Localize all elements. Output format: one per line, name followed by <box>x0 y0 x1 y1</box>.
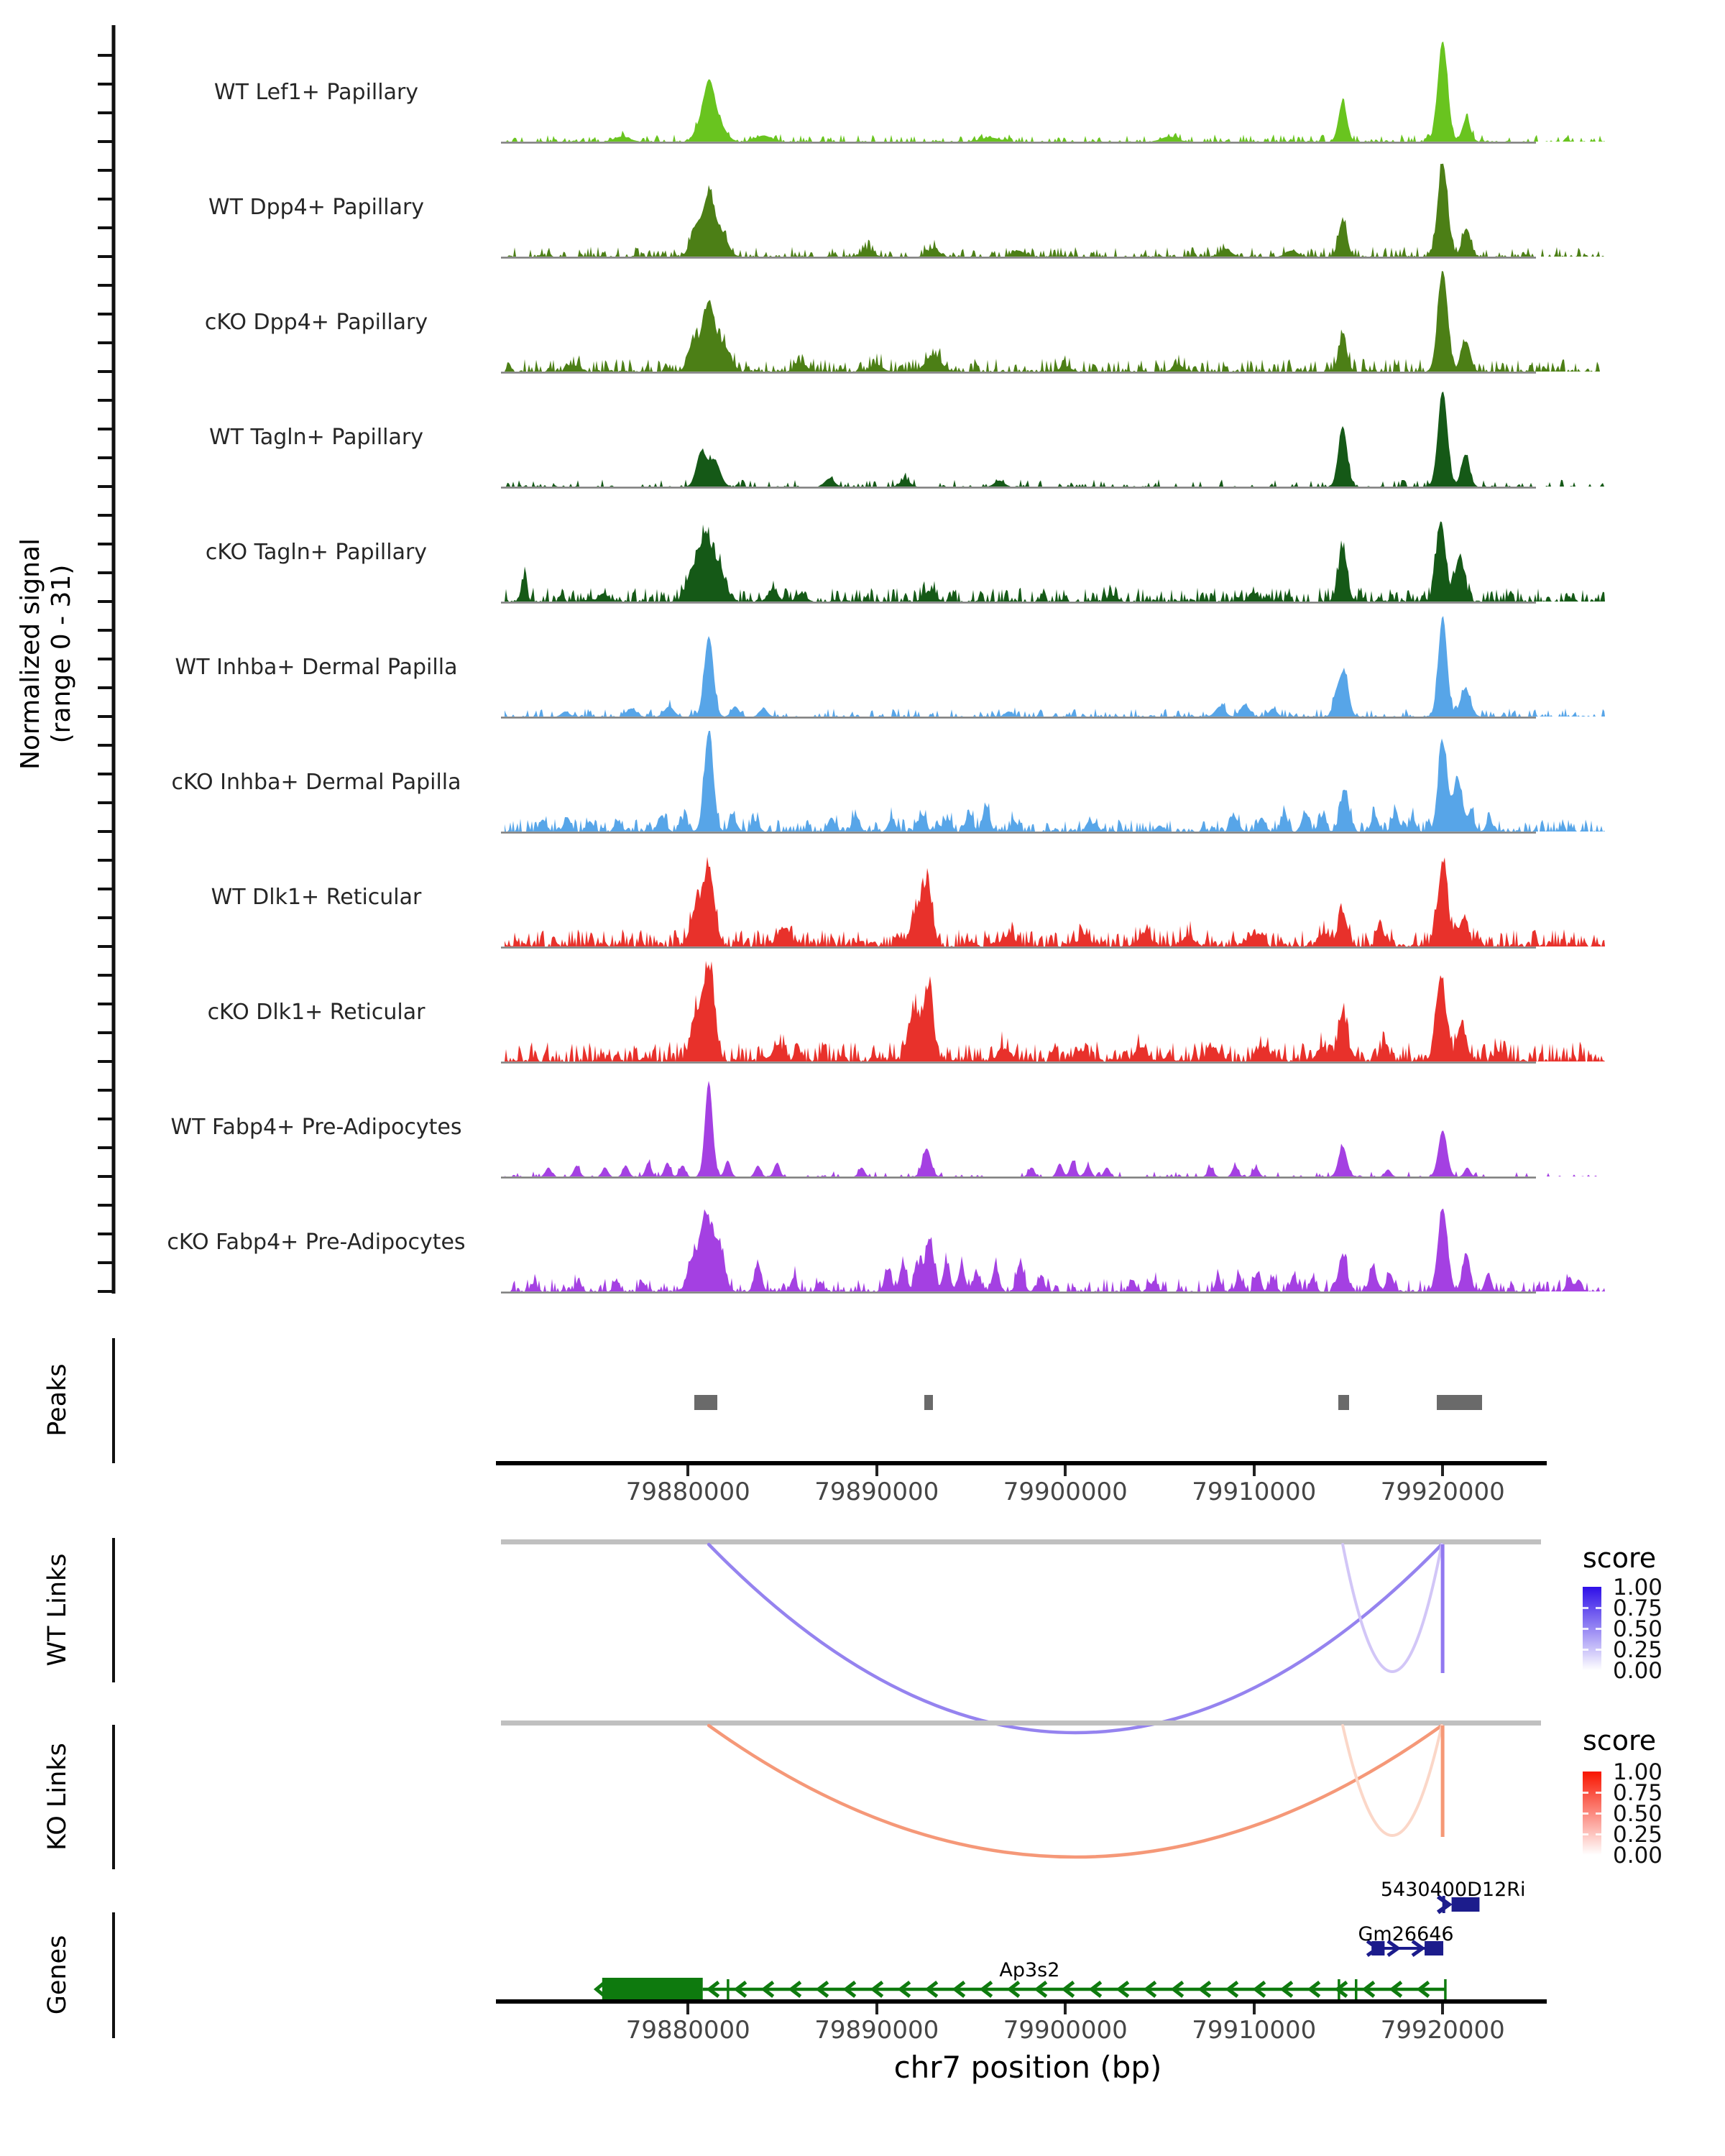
legend-tick-label: 0.75 <box>1613 1780 1663 1806</box>
signal-area <box>505 961 1605 1061</box>
legend-tick-label: 0.50 <box>1613 1616 1663 1642</box>
signal-area <box>505 1209 1605 1291</box>
track-label: cKO Dpp4+ Papillary <box>204 310 428 335</box>
track-label: WT Fabp4+ Pre-Adipocytes <box>170 1115 462 1140</box>
gene-label: 5430400D12Ri <box>1380 1879 1526 1901</box>
track-label: WT Inhba+ Dermal Papilla <box>175 655 458 680</box>
axis-tick <box>686 1465 689 1476</box>
axis-tick-label: 79890000 <box>814 1478 939 1506</box>
peak-interval-box <box>1338 1395 1349 1410</box>
signal-area <box>505 857 1605 946</box>
x-axis-title: chr7 position (bp) <box>893 2050 1162 2085</box>
axis-tick <box>1441 2004 1444 2014</box>
track-signal-svg <box>496 267 1617 377</box>
peak-interval-box <box>924 1395 933 1410</box>
legend-gradient-tick <box>1583 1649 1588 1651</box>
track-signal-svg <box>496 1072 1617 1182</box>
legend-gradient-tick <box>1596 1649 1601 1651</box>
axis-tick <box>1441 1465 1444 1476</box>
genome-axis-line <box>496 1999 1547 2004</box>
track-signal-svg <box>496 37 1617 147</box>
track-label: cKO Tagln+ Papillary <box>205 540 428 565</box>
legend-gradient-tick <box>1596 1812 1601 1815</box>
track-signal-svg <box>496 727 1617 837</box>
axis-tick-label: 79910000 <box>1192 1478 1317 1506</box>
axis-tick <box>1064 2004 1067 2014</box>
signal-area <box>505 616 1605 717</box>
legend-tick-label: 0.75 <box>1613 1595 1663 1621</box>
link-arc <box>1343 1726 1442 1835</box>
gene-label: Gm26646 <box>1358 1923 1454 1945</box>
link-arc <box>709 1726 1442 1857</box>
axis-tick-label: 79880000 <box>625 2016 750 2045</box>
link-arc <box>709 1544 1442 1733</box>
peak-interval-box <box>1437 1395 1482 1410</box>
peaks-section-label: Peaks <box>43 1363 72 1437</box>
track-signal-svg <box>496 382 1617 492</box>
signal-y-axis-title-line2: (range 0 - 31) <box>47 564 76 744</box>
axis-tick <box>1253 1465 1256 1476</box>
legend-gradient-tick <box>1596 1792 1601 1794</box>
track-label: WT Dlk1+ Reticular <box>211 885 422 910</box>
legend-tick-label: 0.25 <box>1613 1822 1663 1848</box>
genome-axis-line <box>496 1461 1547 1465</box>
signal-area <box>505 1081 1605 1176</box>
legend-tick-label: 0.50 <box>1613 1801 1663 1827</box>
signal-y-axis-title <box>15 538 77 770</box>
wt-score-legend-title: score <box>1583 1542 1657 1574</box>
peaks-bracket <box>112 1338 115 1463</box>
axis-tick <box>1253 2004 1256 2014</box>
track-label: WT Dpp4+ Papillary <box>208 195 425 220</box>
ko-links-panel <box>496 1719 1617 1877</box>
ko-links-section-label: KO Links <box>43 1743 72 1851</box>
track-signal-svg <box>496 612 1617 722</box>
legend-gradient-tick <box>1596 1833 1601 1835</box>
legend-gradient-tick <box>1596 1607 1601 1609</box>
signal-area <box>505 522 1605 602</box>
legend-tick-label: 0.00 <box>1613 1658 1663 1684</box>
wt-links-section-label: WT Links <box>43 1553 72 1667</box>
ko-links-bracket <box>112 1725 115 1869</box>
links-backbone-bar <box>501 1539 1541 1544</box>
wt-legend-gradient-bar <box>1583 1587 1601 1670</box>
axis-tick-label: 79880000 <box>625 1478 750 1506</box>
signal-y-axis-title-line1: Normalized signal <box>15 538 45 770</box>
ko-legend-gradient-bar <box>1583 1772 1601 1855</box>
track-label: WT Tagln+ Papillary <box>209 425 423 450</box>
gene-label: Ap3s2 <box>999 1959 1060 1981</box>
legend-tick-label: 1.00 <box>1613 1575 1663 1600</box>
axis-tick <box>686 2004 689 2014</box>
track-signal-svg <box>496 1187 1617 1297</box>
legend-gradient-tick <box>1583 1792 1588 1794</box>
track-signal-svg <box>496 957 1617 1067</box>
legend-gradient-tick <box>1583 1628 1588 1630</box>
axis-tick-label: 79900000 <box>1003 2016 1128 2045</box>
track-label: WT Lef1+ Papillary <box>213 80 419 105</box>
legend-gradient-tick <box>1583 1812 1588 1815</box>
signal-area <box>505 731 1605 831</box>
ko-score-legend-title: score <box>1583 1725 1657 1756</box>
link-arc <box>1343 1544 1442 1672</box>
signal-area <box>505 392 1605 487</box>
track-signal-svg <box>496 497 1617 607</box>
peak-interval-box <box>694 1395 717 1410</box>
gene-exon-box <box>602 1978 703 1999</box>
legend-gradient-tick <box>1583 1833 1588 1835</box>
legend-tick-label: 0.25 <box>1613 1637 1663 1663</box>
legend-gradient-tick <box>1583 1607 1588 1609</box>
legend-gradient-tick <box>1596 1628 1601 1630</box>
legend-tick-label: 0.00 <box>1613 1843 1663 1869</box>
legend-tick-label: 1.00 <box>1613 1759 1663 1785</box>
genes-bracket <box>112 1912 115 2038</box>
axis-tick-label: 79920000 <box>1380 2016 1505 2045</box>
axis-tick-label: 79900000 <box>1003 1478 1128 1506</box>
axis-tick <box>1064 1465 1067 1476</box>
track-label: cKO Dlk1+ Reticular <box>207 1000 426 1025</box>
track-signal-svg <box>496 842 1617 952</box>
signal-area <box>505 164 1605 257</box>
axis-tick <box>875 2004 878 2014</box>
signal-area <box>505 42 1605 142</box>
axis-tick-label: 79910000 <box>1192 2016 1317 2045</box>
axis-tick-label: 79920000 <box>1380 1478 1505 1506</box>
axis-tick-label: 79890000 <box>814 2016 939 2045</box>
track-label: cKO Inhba+ Dermal Papilla <box>171 770 461 795</box>
wt-links-bracket <box>112 1538 115 1682</box>
axis-tick <box>875 1465 878 1476</box>
signal-area <box>505 271 1605 372</box>
track-signal-svg <box>496 152 1617 262</box>
genes-section-label: Genes <box>43 1935 72 2015</box>
links-backbone-bar <box>501 1720 1541 1726</box>
track-label: cKO Fabp4+ Pre-Adipocytes <box>167 1230 466 1255</box>
